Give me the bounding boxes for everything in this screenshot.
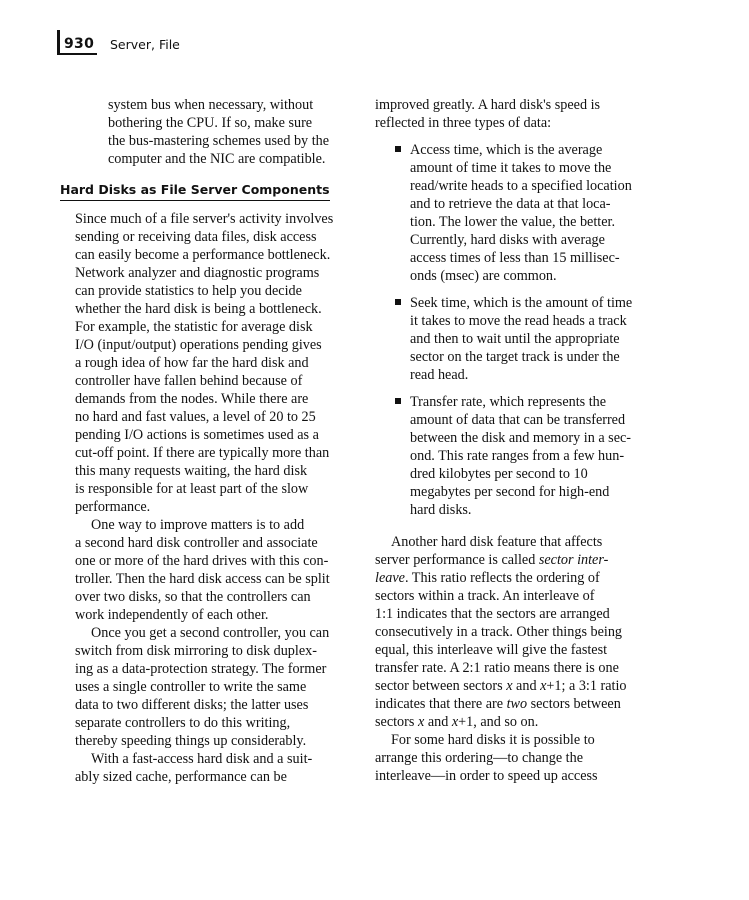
text-line: consecutively in a track. Other things being xyxy=(375,624,623,640)
paragraph xyxy=(75,750,333,786)
square-bullet-icon xyxy=(395,398,401,404)
text-run: and xyxy=(512,678,541,694)
text-line: uses a single controller to write the same xyxy=(75,679,307,695)
text-line: With a fast-access hard disk and a suit- xyxy=(91,751,313,767)
text-line: data to two different disks; the latter uses xyxy=(75,697,309,713)
text-line: hard disks. xyxy=(410,502,472,518)
text-line: One way to improve matters is to add xyxy=(91,517,305,533)
text-line: tion. The lower the value, the better. xyxy=(410,214,615,230)
text-line: performance. xyxy=(75,499,151,515)
text-line: transfer rate. A 2:1 ratio means there is one xyxy=(375,660,619,676)
paragraph xyxy=(375,96,632,132)
term-emphasis: sector inter- xyxy=(538,552,609,568)
text-line: it takes to move the read heads a track xyxy=(410,313,627,329)
variable-x: x xyxy=(451,714,459,730)
text-line: no hard and fast values, a level of 20 to 25 xyxy=(75,409,316,425)
text-run: server performance is called xyxy=(375,552,539,568)
text-line: bothering the CPU. If so, make sure xyxy=(108,115,313,131)
text-line: Since much of a file server's activity involves xyxy=(75,211,334,227)
paragraph xyxy=(75,624,333,750)
text-line xyxy=(375,569,632,587)
text-line: this many requests waiting, the hard disk xyxy=(75,463,308,479)
text-line: pending I/O actions is sometimes used as a xyxy=(75,427,319,443)
paragraph xyxy=(75,516,333,624)
text-run: and xyxy=(424,714,452,730)
text-line: separate controllers to do this writing, xyxy=(75,715,291,731)
text-line: and then to wait until the appropriate xyxy=(410,331,620,347)
text-line: read head. xyxy=(410,367,469,383)
variable-x: x xyxy=(506,678,513,694)
text-line: Network analyzer and diagnostic programs xyxy=(75,265,320,281)
text-line xyxy=(375,713,632,731)
text-run: +1, and so on. xyxy=(458,714,539,730)
text-line: is responsible for at least part of the slow xyxy=(75,481,309,497)
text-line: a second hard disk controller and associate xyxy=(75,535,318,551)
text-line: amount of time it takes to move the xyxy=(410,160,612,176)
text-run: +1; a 3:1 ratio xyxy=(546,678,627,694)
page-number: 930 xyxy=(64,36,95,52)
term-emphasis: two xyxy=(506,696,528,712)
text-line: read/write heads to a specified location xyxy=(410,178,632,194)
text-run: indicates that there are xyxy=(375,696,507,712)
text-run: . This ratio reflects the ordering of xyxy=(404,570,600,586)
text-line: work independently of each other. xyxy=(75,607,269,623)
text-run: sector between sectors xyxy=(375,678,507,694)
header-rule-horizontal xyxy=(57,53,97,55)
text-line: interleave—in order to speed up access xyxy=(375,768,598,784)
text-line xyxy=(375,695,632,713)
variable-x: x xyxy=(417,714,425,730)
text-line: troller. Then the hard disk access can be split xyxy=(75,571,330,587)
text-line: sending or receiving data files, disk access xyxy=(75,229,317,245)
text-line: Another hard disk feature that affects xyxy=(391,534,603,550)
running-head: Server, File xyxy=(110,37,180,52)
text-line: Seek time, which is the amount of time xyxy=(410,295,633,311)
text-line: computer and the NIC are compatible. xyxy=(108,151,326,167)
text-line: I/O (input/output) operations pending gives xyxy=(75,337,322,353)
text-line: between the disk and memory in a sec- xyxy=(410,430,632,446)
text-line: megabytes per second for high-end xyxy=(410,484,610,500)
text-line: For some hard disks it is possible to xyxy=(391,732,595,748)
text-line xyxy=(375,677,632,695)
text-line: ably sized cache, performance can be xyxy=(75,769,287,785)
text-line: whether the hard disk is being a bottleneck. xyxy=(75,301,322,317)
variable-x: x xyxy=(540,678,547,694)
text-line: a rough idea of how far the hard disk and xyxy=(75,355,309,371)
text-line: 1:1 indicates that the sectors are arranged xyxy=(375,606,610,622)
text-line: ing as a data-protection strategy. The former xyxy=(75,661,327,677)
left-body xyxy=(75,210,333,786)
text-line: Access time, which is the average xyxy=(410,142,603,158)
text-run: sectors xyxy=(375,714,418,730)
text-line: demands from the nodes. While there are xyxy=(75,391,309,407)
text-line: sectors within a track. An interleave of xyxy=(375,588,595,604)
text-line: and to retrieve the data at that loca- xyxy=(410,196,611,212)
bullet-item xyxy=(375,393,632,519)
header-rule-vertical xyxy=(57,30,60,55)
text-line: onds (msec) are common. xyxy=(410,268,557,284)
text-line: dred kilobytes per second to 10 xyxy=(410,466,588,482)
term-emphasis: leave xyxy=(375,570,405,586)
text-line: system bus when necessary, without xyxy=(108,97,314,113)
text-line: equal, this interleave will give the fastest xyxy=(375,642,608,658)
square-bullet-icon xyxy=(395,299,401,305)
left-intro xyxy=(108,96,329,168)
right-column xyxy=(375,96,632,785)
text-line xyxy=(375,551,632,569)
bullet-item xyxy=(375,294,632,384)
text-line: Transfer rate, which represents the xyxy=(410,394,607,410)
square-bullet-icon xyxy=(395,146,401,152)
text-line: can provide statistics to help you decide xyxy=(75,283,302,299)
text-line: reflected in three types of data: xyxy=(375,115,552,131)
text-line: Once you get a second controller, you can xyxy=(91,625,330,641)
text-line: improved greatly. A hard disk's speed is xyxy=(375,97,601,113)
text-line: Currently, hard disks with average xyxy=(410,232,605,248)
text-line: one or more of the hard drives with this con- xyxy=(75,553,329,569)
section-heading: Hard Disks as File Server Components xyxy=(60,182,330,201)
text-line: switch from disk mirroring to disk duplex- xyxy=(75,643,317,659)
text-line: amount of data that can be transferred xyxy=(410,412,626,428)
text-line: can easily become a performance bottleneck. xyxy=(75,247,331,263)
text-line: access times of less than 15 millisec- xyxy=(410,250,620,266)
text-line: the bus-mastering schemes used by the xyxy=(108,133,330,149)
bullet-item xyxy=(375,141,632,285)
text-line: thereby speeding things up considerably. xyxy=(75,733,307,749)
paragraph xyxy=(375,731,632,785)
text-line: controller have fallen behind because of xyxy=(75,373,303,389)
text-line: over two disks, so that the controllers can xyxy=(75,589,311,605)
text-line: cut-off point. If there are typically more than xyxy=(75,445,330,461)
text-line: For example, the statistic for average disk xyxy=(75,319,313,335)
text-line: arrange this ordering—to change the xyxy=(375,750,584,766)
text-line: sector on the target track is under the xyxy=(410,349,620,365)
paragraph xyxy=(375,533,632,731)
text-run: sectors between xyxy=(527,696,621,712)
text-line: ond. This rate ranges from a few hun- xyxy=(410,448,625,464)
paragraph xyxy=(75,210,333,516)
